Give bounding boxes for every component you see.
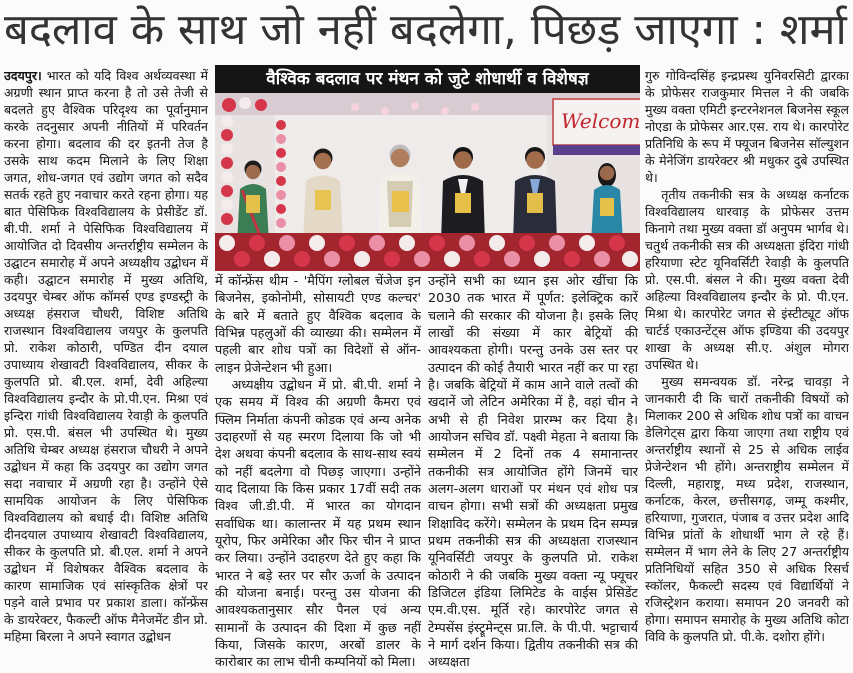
light: [441, 107, 449, 115]
face: [391, 149, 409, 167]
flower: [594, 251, 610, 267]
photo-caption-banner: [215, 65, 640, 93]
headline: [4, 0, 849, 60]
flower: [221, 129, 233, 141]
flower: [534, 251, 550, 267]
light: [411, 102, 419, 110]
flower: [276, 148, 286, 158]
book: [392, 191, 409, 212]
paragraph: उन्होंने सभी का ध्यान इस ओर खींचा कि 2030 तक भारत में पूर्णत: इलेक्ट्रिक कारें चलाने की सरकार की योजना है। इसके लिए लाखों की संख्या में कार बेट्रियों की आवश्यकता होगी। परन्तु उनके उस स्तर पर उत्पादन की कोई तैयारी भारत नहीं कर पा रहा है। जबकि बेट्रियों में काम आने वाले तत्वों की खदानें जो लेटिन अमेरिका में है, वहां चीन ने अभी से ही निवेश प्रारम्भ कर दिया है। आयोजन सचिव डॉ. पक्ष्वी मेहता ने बताया कि सम्मेलन में 2 दिनों तक 4 समानान्तर तकनीकी सत्र आयोजित होंगे जिनमें चार अलग-अलग धाराओं पर मंथन एवं शोध पत्र वाचन होगा। सभी सत्रों की अध्यक्षता प्रमुख शिक्षाविद करेंगे। सम्मेलन के प्रथम दिन सम्पन्न प्रथम तकनीकी सत्र की अध्यक्षता राजस्थान यूनिवर्सिटी जयपुर के कुलपति प्रो. राकेश कोठारी ने की जबकि मुख्य वक्ता न्यू फ्यूचर डिजिटल इंडिया लिमिटेड के वाईस प्रेसिडेंट एम.वी.एस. मूर्ति रहे। कारपोरेट जगत से टेम्पसेंस इंस्ट्रूमेन्ट्स प्रा.लि. के पी.पी. भट्टाचार्य ने मार्ग दर्शन किया। द्वितीय तकनीकी सत्र की अध्यक्षता: [428, 274, 638, 671]
paragraph: [4, 67, 208, 645]
flower: [384, 251, 400, 267]
flower: [504, 251, 520, 267]
flower: [249, 235, 265, 251]
book: [315, 190, 331, 210]
flower: [255, 99, 267, 111]
article-column-2: [215, 273, 421, 671]
flower: [309, 235, 325, 251]
flower: [239, 97, 251, 109]
flower: [459, 235, 475, 251]
flower: [221, 213, 233, 225]
paragraph-text: भारत को यदि विश्व अर्थव्यवस्था में अग्रणी स्थान प्राप्त करना है तो उसे तेजी से बदलते हुए वैश्विक परिदृश्य का पूर्वानुमान करके तदनुसार अपनी नीतियों में परिवर्तन करना होगा। बदलाव की दर इतनी तेज है उसके साथ कदम मिलाने के लिए शिक्षा जगत, शोध-जगत एवं उद्योग जगत को सदैव सतर्क रहते हुए नवाचार करते रहना होगा। यह बात पेसिफिक विश्वविद्यालय के प्रेसीडेंट डॉ. बी.पी. शर्मा ने पेसिफिक विश्वविद्यालय में आयोजित दो दिवसीय अन्तर्राष्ट्रीय सम्मेलन के उद्घाटन समारोह में अपने अध्यक्षीय उद्बोधन में कही। उद्घाटन समारोह में मुख्य अतिथि, उदयपुर चेम्बर ऑफ कॉमर्स एण्ड इण्डस्ट्री के अध्यक्ष हंसराज चौधरी, विशिष्ट अतिथि राजस्थान विश्वविद्यालय जयपुर के कुलपति प्रो. राकेश कोठारी, पण्डित दीन दयाल उपाध्याय शेखावटी विश्वविद्यालय, सीकर के कुलपति प्रो. बी.एल. शर्मा, देवी अहिल्या विश्वविद्यालय इन्दौर के प्रो.पी.एन. मिश्रा एवं इन्दिरा गांधी विश्वविद्यालय रेवाड़ी के कुलपति प्रो. एस.पी. बंसल भी उपस्थित थे। मुख्य अतिथि चेम्बर अध्यक्ष हंसराज चौधरी ने अपने उद्बोधन में कहा कि उदयपुर का उद्योग जगत सदा नवाचार में अग्रणी रहा है। उन्होंने ऐसे सामयिक आयोजन के लिए पेसिफिक विश्वविद्यालय को बधाई दी। विशिष्ट अतिथि दीनदयाल उपाध्याय शेखावटी विश्वविद्यालय, सीकर के कुलपति प्रो. बी.एल. शर्मा ने अपने उद्बोधन में विशेषकर वैश्विक बदलाव के कारण सामाजिक एवं सांस्कृतिक क्षेत्रों पर पड़ने वाले प्रभाव पर प्रकाश डाला। कॉन्फ्रेंस के डायरेक्टर, फैकल्टी ऑफ मैनेजमेंट डीन प्रो. महिमा बिरला ने अपने स्वागत उद्बोधन: [4, 68, 208, 644]
flower: [276, 120, 286, 130]
flower: [276, 204, 286, 214]
flower: [221, 199, 233, 211]
flower: [622, 251, 638, 267]
flower: [609, 235, 625, 251]
book: [246, 195, 260, 213]
welcome-banner: [553, 99, 640, 155]
light: [381, 107, 389, 115]
book: [527, 193, 543, 213]
flower: [579, 235, 595, 251]
event-photo: [215, 93, 640, 271]
light: [471, 103, 479, 111]
flower: [489, 235, 505, 251]
flower: [276, 134, 286, 144]
article-column-3: [428, 273, 638, 671]
flower: [221, 185, 233, 197]
article-column-1: [4, 67, 208, 671]
flower: [221, 157, 233, 169]
face: [454, 151, 472, 169]
flower: [564, 251, 580, 267]
article-column-4: [645, 67, 849, 671]
book: [600, 198, 614, 216]
paragraph: गुरु गोविन्दसिंह इन्द्रप्रस्थ युनिवरसिटी द्वारका के प्रोफेसर राजकुमार मित्तल ने की जबकि मुख्य वक्ता एमिटी इन्टरनेशनल बिजनेस स्कूल नोएडा के प्रोफेसर आर.एस. राय थे। कारपोरेट प्रतिनिधि के रूप में फ्यूजन बिजनेस सॉल्युशन के मेनेजिंग डायरेक्टर श्री मधुकर दुबे उपस्थित थे।: [645, 68, 849, 185]
flower: [279, 235, 295, 251]
flower: [339, 235, 355, 251]
flower: [222, 98, 236, 112]
face: [526, 151, 544, 169]
flower: [276, 162, 286, 172]
face: [315, 153, 332, 170]
paragraph: तृतीय तकनीकी सत्र के अध्यक्ष कर्नाटक विश्वविद्यालय धारवाड़ के प्रोफेसर उत्तम किनागे तथा मुख्य वक्ता डॉ अनुपम भार्गव थे। चतुर्थ तकनीकी सत्र की अध्यक्षता इंदिरा गांधी हरियाणा स्टेट यूनिवर्सिटी रेवाड़ी के कुलपति प्रो. एस.पी. बंसल ने की। मुख्य वक्ता देवी अहिल्या विश्वविद्यालय इन्दौर के प्रो. पी.एन. मिश्रा थे। कारपोरेट जगत से इंस्टीट्यूट ऑफ चार्टर्ड एकाउन्टेंट्स ऑफ इण्डिया की उदयपुर शाखा के अध्यक्ष सी.ए. अंशुल मोगरा उपस्थित थे।: [645, 187, 849, 372]
flower: [324, 251, 340, 267]
paragraph: में कॉन्फ्रेंस थीम - 'मैपिंग ग्लोबल चेंजेज इन बिजनेस, इकोनोमी, सोसायटी एण्ड कल्चर' के बारे में बताते हुए वैश्विक बदलाव के विभिन्न पहलुओं की व्याख्या की। सम्मेलन में पहली बार शोध पत्रों का विदेशों से ऑन-लाइन प्रेजेन्टेशन भी हुआ।: [215, 274, 421, 376]
flower: [221, 143, 233, 155]
paragraph: अध्यक्षीय उद्बोधन में प्रो. बी.पी. शर्मा ने एक समय में विश्व की अग्रणी कैमरा एवं फ्लिम निर्माता कंपनी कोडक एवं अन्य अनेक उदाहरणों से यह स्मरण दिलाया कि जो भी देश अथवा कंपनी बदलाव के साथ-साथ स्वयं को नहीं बदलेगा वो पिछड़ जाएगा। उन्होंने याद दिलाया कि किस प्रकार 17वीं सदी तक विश्व जी.डी.पी. में भारत का योगदान सर्वाधिक था। कालान्तर में यह प्रथम स्थान यूरोप, फिर अमेरिका और फिर चीन ने प्राप्त कर लिया। उन्होंने उदाहरण देते हुए कहा कि भारत ने बड़े स्तर पर सौर ऊर्जा के उत्पादन की योजना बनाई। परन्तु उस योजना की आवश्यकतानुसार सौर पैनल एवं अन्य सामानों के उत्पादन की दिशा में कुछ नहीं किया, जिसके कारण, अरबों डालर के कारोबार का लाभ चीनी कम्पनियों को मिला।: [215, 377, 421, 671]
flower: [264, 251, 280, 267]
banner-stripe: [553, 145, 640, 155]
flower-arrangement-row: [215, 233, 640, 271]
flower: [444, 251, 460, 267]
banner-text: Welcom: [561, 109, 640, 133]
flower: [276, 190, 286, 200]
face: [600, 166, 615, 181]
flower: [429, 235, 445, 251]
flower: [519, 235, 535, 251]
dateline: उदयपुर।: [4, 68, 42, 83]
flower: [414, 251, 430, 267]
flower: [474, 251, 490, 267]
paragraph: मुख्य समन्वयक डॉ. नरेन्द्र चावड़ा ने जानकारी दी कि चारों तकनीकी विषयों को मिलाकर 200 से अधिक शोध पत्रों का वाचन डेलिगेट्स द्वारा किया जाएगा तथा राष्ट्रीय एवं अन्तर्राष्ट्रीय स्थानों से 25 से अधिक लाईव प्रेजेन्टेशन भी होंगे। अन्तराष्ट्रीय सम्मेलन में दिल्ली, महाराष्ट्र, मध्य प्रदेश, राजस्थान, कर्नाटक, केरल, छत्तीसगढ़, जम्मू कश्मीर, हरियाणा, गुजरात, पंजाब व उत्तर प्रदेश आदि विभिन्न प्रांतों के शोधार्थी भाग ले रहे हैं। सम्मेलन में भाग लेने के लिए 27 अन्तर्राष्ट्रीय प्रतिनिधियों सहित 350 से अधिक रिसर्च स्कॉलर, फैकल्टी सदस्य एवं विद्यार्थियों ने रजिस्ट्रेशन कराया। समापन 20 जनवरी को होगा। समापन समारोह के मुख्य अतिथि कोटा विवि के कुलपति प्रो. पी.के. दशोरा होंगे।: [645, 374, 849, 644]
flower: [549, 235, 565, 251]
book: [455, 193, 471, 213]
flower: [399, 235, 415, 251]
flower: [276, 176, 286, 186]
flower: [221, 115, 233, 127]
headline-text: बदलाव के साथ जो नहीं बदलेगा, पिछड़ जाएगा : शर्मा: [4, 5, 847, 55]
event-photo-graphic: [215, 93, 640, 271]
flower: [354, 251, 370, 267]
flower: [369, 235, 385, 251]
subheadline-text: वैश्विक बदलाव पर मंथन को जुटे शोधार्थी व विशेषज्ञ: [266, 69, 589, 89]
light: [351, 103, 359, 111]
flower: [221, 171, 233, 183]
flower: [276, 218, 286, 228]
flower: [294, 251, 310, 267]
flower: [234, 251, 250, 267]
flower: [219, 235, 235, 251]
face: [246, 165, 260, 179]
